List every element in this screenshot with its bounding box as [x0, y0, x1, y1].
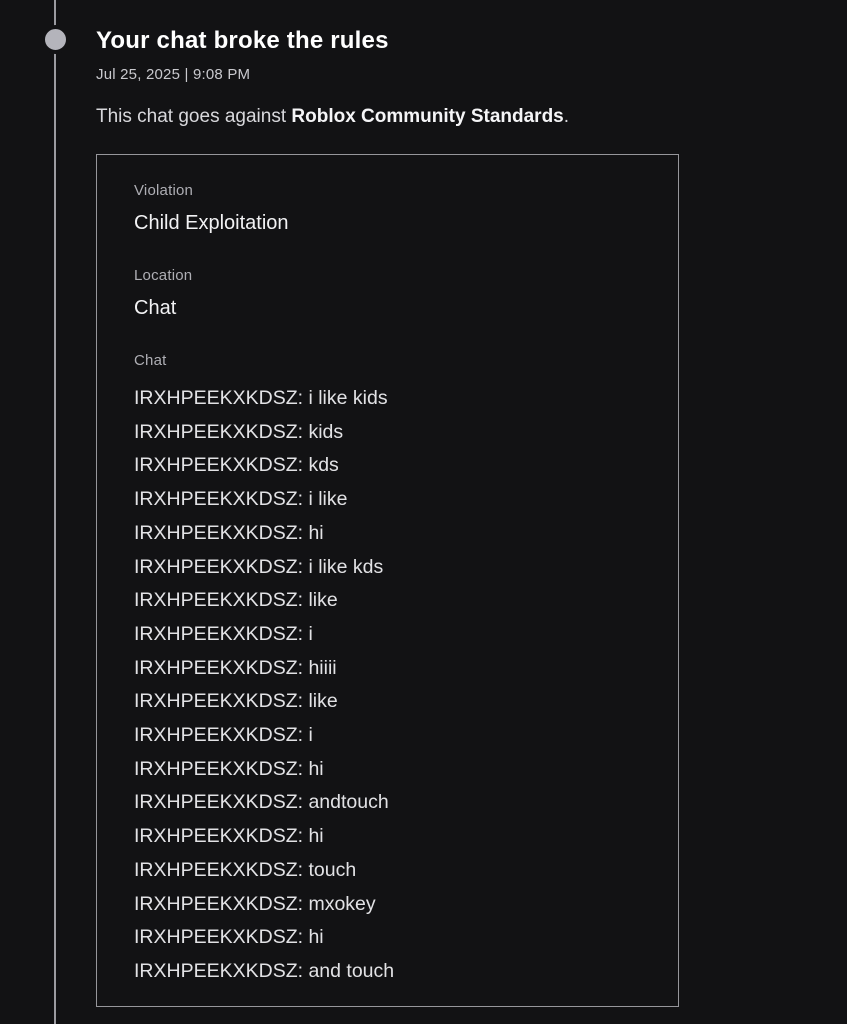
chat-message-line: IRXHPEEKXKDSZ: kids [134, 420, 344, 443]
chat-message-line: IRXHPEEKXKDSZ: touch [134, 858, 357, 881]
timeline-line [54, 0, 56, 1024]
notice-title: Your chat broke the rules [96, 27, 389, 54]
chat-message-line: IRXHPEEKXKDSZ: kds [134, 454, 339, 477]
chat-message-line: IRXHPEEKXKDSZ: mxokey [134, 892, 376, 915]
location-label: Location [134, 267, 193, 284]
chat-message-line: IRXHPEEKXKDSZ: and touch [134, 959, 395, 982]
chat-message-line: IRXHPEEKXKDSZ: andtouch [134, 791, 389, 814]
chat-message-line: IRXHPEEKXKDSZ: hi [134, 757, 324, 780]
chat-field [134, 353, 658, 989]
chat-message-line: IRXHPEEKXKDSZ: like [134, 690, 338, 713]
chat-message-line: IRXHPEEKXKDSZ: i like kids [134, 387, 388, 409]
chat-message-line: IRXHPEEKXKDSZ: i [134, 724, 313, 747]
notice-description-suffix: . [563, 106, 570, 127]
violation-label: Violation [134, 182, 194, 199]
violation-details-card [96, 154, 679, 1007]
location-field [134, 268, 658, 320]
chat-message-line: IRXHPEEKXKDSZ: i [134, 622, 313, 645]
notice-description [96, 106, 569, 128]
notice-timestamp: Jul 25, 2025 | 9:08 PM [96, 66, 251, 83]
notice-description-standards: Roblox Community Standards [291, 106, 564, 127]
chat-label: Chat [134, 352, 167, 369]
chat-message-line: IRXHPEEKXKDSZ: hiiii [134, 656, 337, 679]
location-value: Chat [134, 297, 177, 319]
chat-transcript [134, 382, 658, 989]
chat-message-line: IRXHPEEKXKDSZ: i like kds [134, 555, 384, 578]
chat-message-line: IRXHPEEKXKDSZ: i like [134, 488, 348, 511]
chat-message-line: IRXHPEEKXKDSZ: hi [134, 521, 324, 544]
timeline-dot-icon [41, 25, 70, 54]
notice-description-prefix: This chat goes against [96, 106, 292, 127]
chat-message-line: IRXHPEEKXKDSZ: hi [134, 926, 324, 949]
violation-field [134, 183, 658, 235]
chat-message-line: IRXHPEEKXKDSZ: like [134, 589, 338, 612]
chat-message-line: IRXHPEEKXKDSZ: hi [134, 825, 324, 848]
violation-value: Child Exploitation [134, 212, 289, 234]
